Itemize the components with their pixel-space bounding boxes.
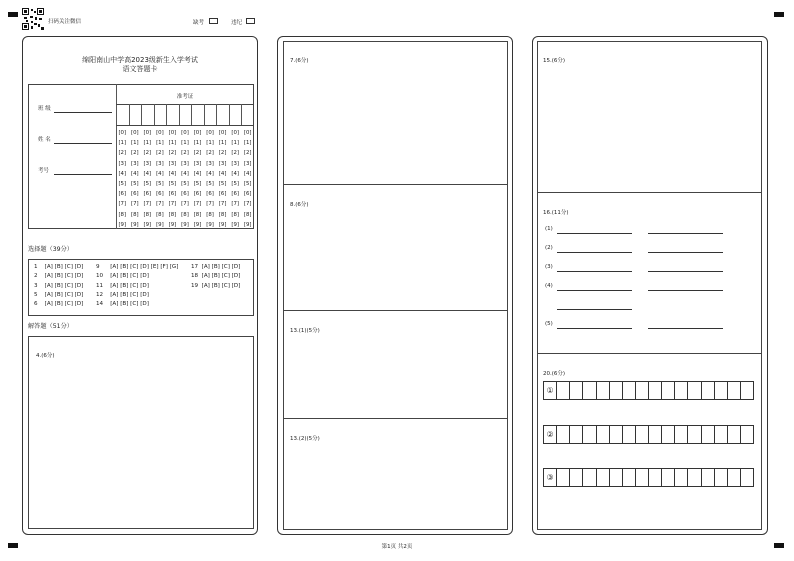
q20-cell[interactable]	[582, 426, 595, 443]
q20-cell[interactable]	[701, 382, 714, 399]
q20-cell[interactable]	[622, 382, 635, 399]
q20-cell[interactable]	[582, 469, 595, 486]
q16-item-label: (5)	[545, 321, 553, 327]
choice-row[interactable]: 10 [A] [B] [C] [D]	[96, 273, 149, 280]
q13-2-label: 13.(2)(5分)	[290, 436, 320, 442]
q20-cell[interactable]	[648, 426, 661, 443]
q20-cell[interactable]	[687, 469, 700, 486]
card-title: 绵阳南山中学高2023级新生入学考试	[82, 56, 198, 64]
q20-grid-row[interactable]	[543, 425, 754, 444]
class-label: 班 级	[38, 106, 51, 112]
choice-row[interactable]: 5 [A] [B] [C] [D]	[34, 291, 84, 298]
registration-mark-top-left	[8, 12, 18, 17]
q13-1-label: 13.(1)(5分)	[290, 328, 320, 334]
q20-cell[interactable]	[569, 382, 582, 399]
q8-label: 8.(6分)	[290, 202, 309, 208]
q20-label: 20.(6分)	[543, 371, 566, 377]
q16-item-label: (1)	[545, 226, 553, 232]
q20-cell[interactable]: ②	[546, 430, 554, 439]
q20-cell[interactable]	[569, 469, 582, 486]
digit-column-divider	[179, 104, 180, 125]
exam-number-field[interactable]	[54, 174, 112, 175]
q20-cell[interactable]	[596, 382, 609, 399]
objective-heading: 选择题（39分）	[28, 246, 73, 253]
middle-answer-area	[283, 41, 508, 530]
q20-cell[interactable]	[661, 469, 674, 486]
admission-number-label: 准考证	[176, 94, 194, 100]
q20-grid-row[interactable]	[543, 381, 754, 400]
choice-row[interactable]: 9 [A] [B] [C] [D] [E] [F] [G]	[96, 264, 179, 270]
middle-divider-1	[283, 184, 508, 185]
right-answer-area	[537, 41, 762, 530]
q20-cell[interactable]	[582, 382, 595, 399]
card-subtitle: 语文答题卡	[122, 65, 158, 73]
q20-cell[interactable]	[635, 469, 648, 486]
q20-cell[interactable]	[596, 426, 609, 443]
choice-row[interactable]: 19 [A] [B] [C] [D]	[191, 282, 241, 289]
q20-cell[interactable]	[648, 382, 661, 399]
name-field[interactable]	[54, 143, 112, 144]
q16-answer-line[interactable]	[557, 290, 632, 291]
violation-label: 违纪	[231, 20, 243, 26]
q16-answer-line[interactable]	[557, 309, 632, 310]
q16-answer-line[interactable]	[557, 252, 632, 253]
q16-answer-line[interactable]	[648, 290, 723, 291]
q20-cell[interactable]: ①	[546, 386, 554, 395]
choice-row[interactable]: 11 [A] [B] [C] [D]	[96, 282, 149, 289]
q16-label: 16.(11分)	[543, 210, 569, 216]
q20-cell[interactable]	[556, 426, 569, 443]
digit-column-divider	[166, 104, 167, 125]
choice-row[interactable]: 6 [A] [B] [C] [D]	[34, 301, 84, 308]
digit-column[interactable]: [0] [1] [2] [3] [4] [5] [6] [7] [8] [9]	[143, 130, 152, 228]
q20-cell[interactable]	[740, 469, 753, 486]
exam-number-label: 考号	[38, 168, 50, 174]
q4-answer-box[interactable]	[28, 336, 254, 529]
absent-label: 缺考	[193, 20, 205, 26]
q20-cell[interactable]	[596, 469, 609, 486]
q20-cell[interactable]	[674, 382, 687, 399]
choice-row[interactable]: 2 [A] [B] [C] [D]	[34, 273, 84, 280]
q16-answer-line[interactable]	[557, 328, 632, 329]
subjective-heading: 解答题（51分）	[28, 323, 73, 330]
digit-column[interactable]: [0] [1] [2] [3] [4] [5] [6] [7] [8] [9]	[156, 130, 164, 228]
q20-cell[interactable]	[622, 469, 635, 486]
q16-item-label: (4)	[545, 283, 553, 289]
q16-answer-line[interactable]	[648, 328, 723, 329]
q20-cell[interactable]	[622, 426, 635, 443]
choice-row[interactable]: 14 [A] [B] [C] [D]	[96, 301, 149, 308]
q20-cell[interactable]	[661, 426, 674, 443]
violation-checkbox[interactable]	[246, 18, 255, 24]
q20-cell[interactable]	[701, 426, 714, 443]
q20-cell[interactable]	[635, 382, 648, 399]
q20-cell[interactable]	[674, 469, 687, 486]
q20-cell[interactable]	[556, 469, 569, 486]
digit-column[interactable]: [0] [1] [2] [3] [4] [5] [6] [7] [8] [9]	[206, 130, 214, 228]
digit-column-divider	[216, 104, 217, 125]
digit-column[interactable]: [0] [1] [2] [3] [4] [5] [6] [7] [8] [9]	[130, 130, 139, 228]
digit-column[interactable]: [0] [1] [2] [3] [4] [5] [6] [7] [8] [9]	[231, 130, 239, 228]
digit-column[interactable]: [0] [1] [2] [3] [4] [5] [6] [7] [8] [9]	[168, 130, 177, 228]
q20-cell[interactable]	[569, 426, 582, 443]
choice-row[interactable]: 18 [A] [B] [C] [D]	[191, 273, 241, 280]
q7-label: 7.(6分)	[290, 58, 309, 64]
admission-header-line	[116, 104, 254, 105]
digit-column-divider	[141, 104, 142, 125]
digit-column-divider	[204, 104, 205, 125]
q16-answer-line[interactable]	[557, 233, 632, 234]
q16-answer-line[interactable]	[648, 271, 723, 272]
admission-write-line	[116, 125, 254, 126]
q16-item-label: (3)	[545, 264, 553, 270]
right-divider-2	[537, 353, 762, 354]
q16-answer-line[interactable]	[557, 271, 632, 272]
digit-column-divider	[191, 104, 192, 125]
digit-column[interactable]: [0] [1] [2] [3] [4] [5] [6] [7] [8] [9]	[243, 130, 252, 228]
q20-grid-row[interactable]	[543, 468, 754, 487]
q16-answer-line[interactable]	[648, 233, 723, 234]
q20-cell[interactable]	[687, 382, 700, 399]
qr-code	[22, 8, 44, 30]
choice-row[interactable]: 1 [A] [B] [C] [D]	[34, 264, 84, 270]
q20-cell[interactable]	[556, 382, 569, 399]
q20-cell[interactable]: ③	[546, 473, 554, 482]
q20-cell[interactable]	[674, 426, 687, 443]
q20-cell[interactable]	[609, 426, 622, 443]
q20-cell[interactable]	[714, 382, 727, 399]
digit-column-divider	[129, 104, 130, 125]
class-field[interactable]	[54, 112, 112, 113]
q20-cell[interactable]	[687, 426, 700, 443]
middle-divider-2	[283, 310, 508, 311]
registration-mark-top-right	[774, 12, 784, 17]
choice-row[interactable]: 17 [A] [B] [C] [D]	[191, 264, 241, 270]
digit-column[interactable]: [0] [1] [2] [3] [4] [5] [6] [7] [8] [9]	[181, 130, 189, 228]
q20-cell[interactable]	[727, 426, 740, 443]
page-number: 第1页 共2页	[381, 544, 413, 550]
q15-label: 15.(6分)	[543, 58, 566, 64]
q16-answer-line[interactable]	[648, 252, 723, 253]
digit-column-divider	[229, 104, 230, 125]
q20-cell[interactable]	[740, 426, 753, 443]
q20-cell[interactable]	[714, 426, 727, 443]
q20-cell[interactable]	[648, 469, 661, 486]
q20-cell[interactable]	[635, 426, 648, 443]
middle-divider-3	[283, 418, 508, 419]
digit-column-divider	[154, 104, 155, 125]
q4-label: 4.(6分)	[36, 353, 55, 359]
digit-column[interactable]: [0] [1] [2] [3] [4] [5] [6] [7] [8] [9]	[218, 130, 227, 228]
digit-column-divider	[241, 104, 242, 125]
choice-row[interactable]: 3 [A] [B] [C] [D]	[34, 282, 84, 289]
q20-cell[interactable]	[727, 469, 740, 486]
digit-column[interactable]: [0] [1] [2] [3] [4] [5] [6] [7] [8] [9]	[118, 130, 127, 228]
name-label: 姓 名	[38, 137, 51, 143]
q20-cell[interactable]	[609, 469, 622, 486]
right-divider-1	[537, 192, 762, 193]
digit-column[interactable]: [0] [1] [2] [3] [4] [5] [6] [7] [8] [9]	[193, 130, 202, 228]
q20-cell[interactable]	[701, 469, 714, 486]
q20-cell[interactable]	[661, 382, 674, 399]
q20-cell[interactable]	[714, 469, 727, 486]
choice-row[interactable]: 12 [A] [B] [C] [D]	[96, 291, 149, 298]
q20-cell[interactable]	[609, 382, 622, 399]
q16-item-label: (2)	[545, 245, 553, 251]
qr-caption: 扫码关注微信	[48, 19, 82, 25]
q20-cell[interactable]	[727, 382, 740, 399]
q20-cell[interactable]	[740, 382, 753, 399]
absent-checkbox[interactable]	[209, 18, 218, 24]
